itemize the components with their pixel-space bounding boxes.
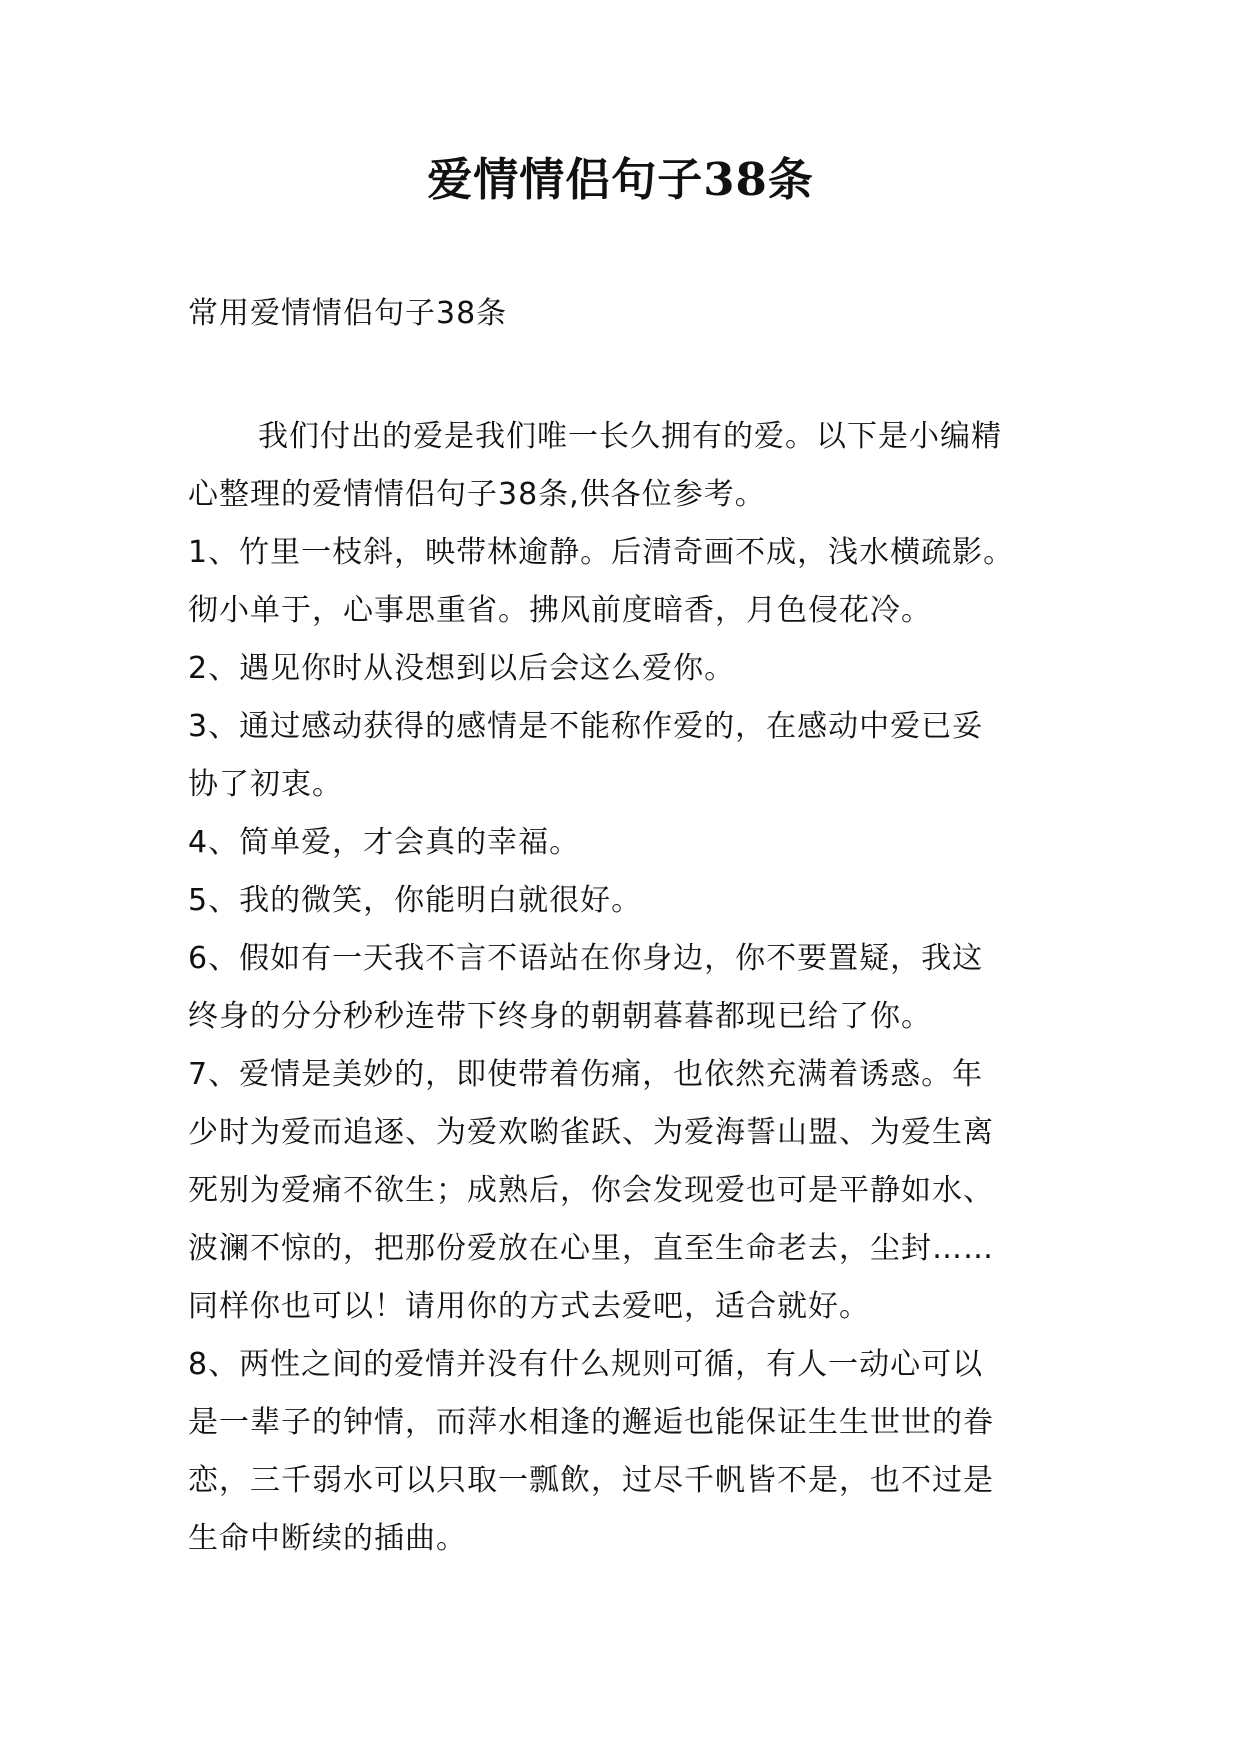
text-line: 协了初衷。: [188, 767, 343, 802]
text-line: 死别为爱痛不欲生；成熟后，你会发现爱也可是平静如水、: [188, 1173, 994, 1208]
text-line: 3、通过感动获得的感情是不能称作爱的，在感动中爱已妥: [188, 709, 984, 744]
text-line: 5、我的微笑，你能明白就很好。: [188, 883, 643, 918]
intro-line: 我们付出的爱是我们唯一长久拥有的爱。以下是小编精: [258, 419, 1002, 454]
intro-line: 心整理的爱情情侣句子38条,供各位参考。: [188, 477, 766, 512]
document-subtitle: 常用爱情情侣句子38条: [188, 296, 508, 331]
text-line: 8、两性之间的爱情并没有什么规则可循，有人一动心可以: [188, 1347, 984, 1382]
text-line: 终身的分分秒秒连带下终身的朝朝暮暮都现已给了你。: [188, 999, 932, 1034]
text-line: 波澜不惊的，把那份爱放在心里，直至生命老去，尘封……: [188, 1231, 994, 1266]
text-line: 恋，三千弱水可以只取一瓢飲，过尽千帆皆不是，也不过是: [188, 1463, 994, 1498]
text-line: 同样你也可以！请用你的方式去爱吧，适合就好。: [188, 1289, 870, 1324]
text-line: 6、假如有一天我不言不语站在你身边，你不要置疑，我这: [188, 941, 984, 976]
document-title: 爱情情侣句子38条: [427, 153, 814, 206]
text-line: 彻小单于，心事思重省。拂风前度暗香，月色侵花冷。: [188, 593, 932, 628]
text-line: 2、遇见你时从没想到以后会这么爱你。: [188, 651, 736, 686]
text-line: 少时为爱而追逐、为爱欢喲雀跃、为爱海誓山盟、为爱生离: [188, 1115, 994, 1150]
document-body: [188, 408, 1068, 1568]
text-line: 是一辈子的钟情，而萍水相逢的邂逅也能保证生生世世的眷: [188, 1405, 994, 1440]
text-line: 4、简单爱，才会真的幸福。: [188, 825, 581, 860]
text-line: 7、爱情是美妙的，即使带着伤痛，也依然充满着诱惑。年: [188, 1057, 984, 1092]
text-line: 生命中断续的插曲。: [188, 1521, 467, 1556]
text-line: 1、竹里一枝斜，映带林逾静。后清奇画不成，浅水横疏影。: [188, 535, 1015, 570]
